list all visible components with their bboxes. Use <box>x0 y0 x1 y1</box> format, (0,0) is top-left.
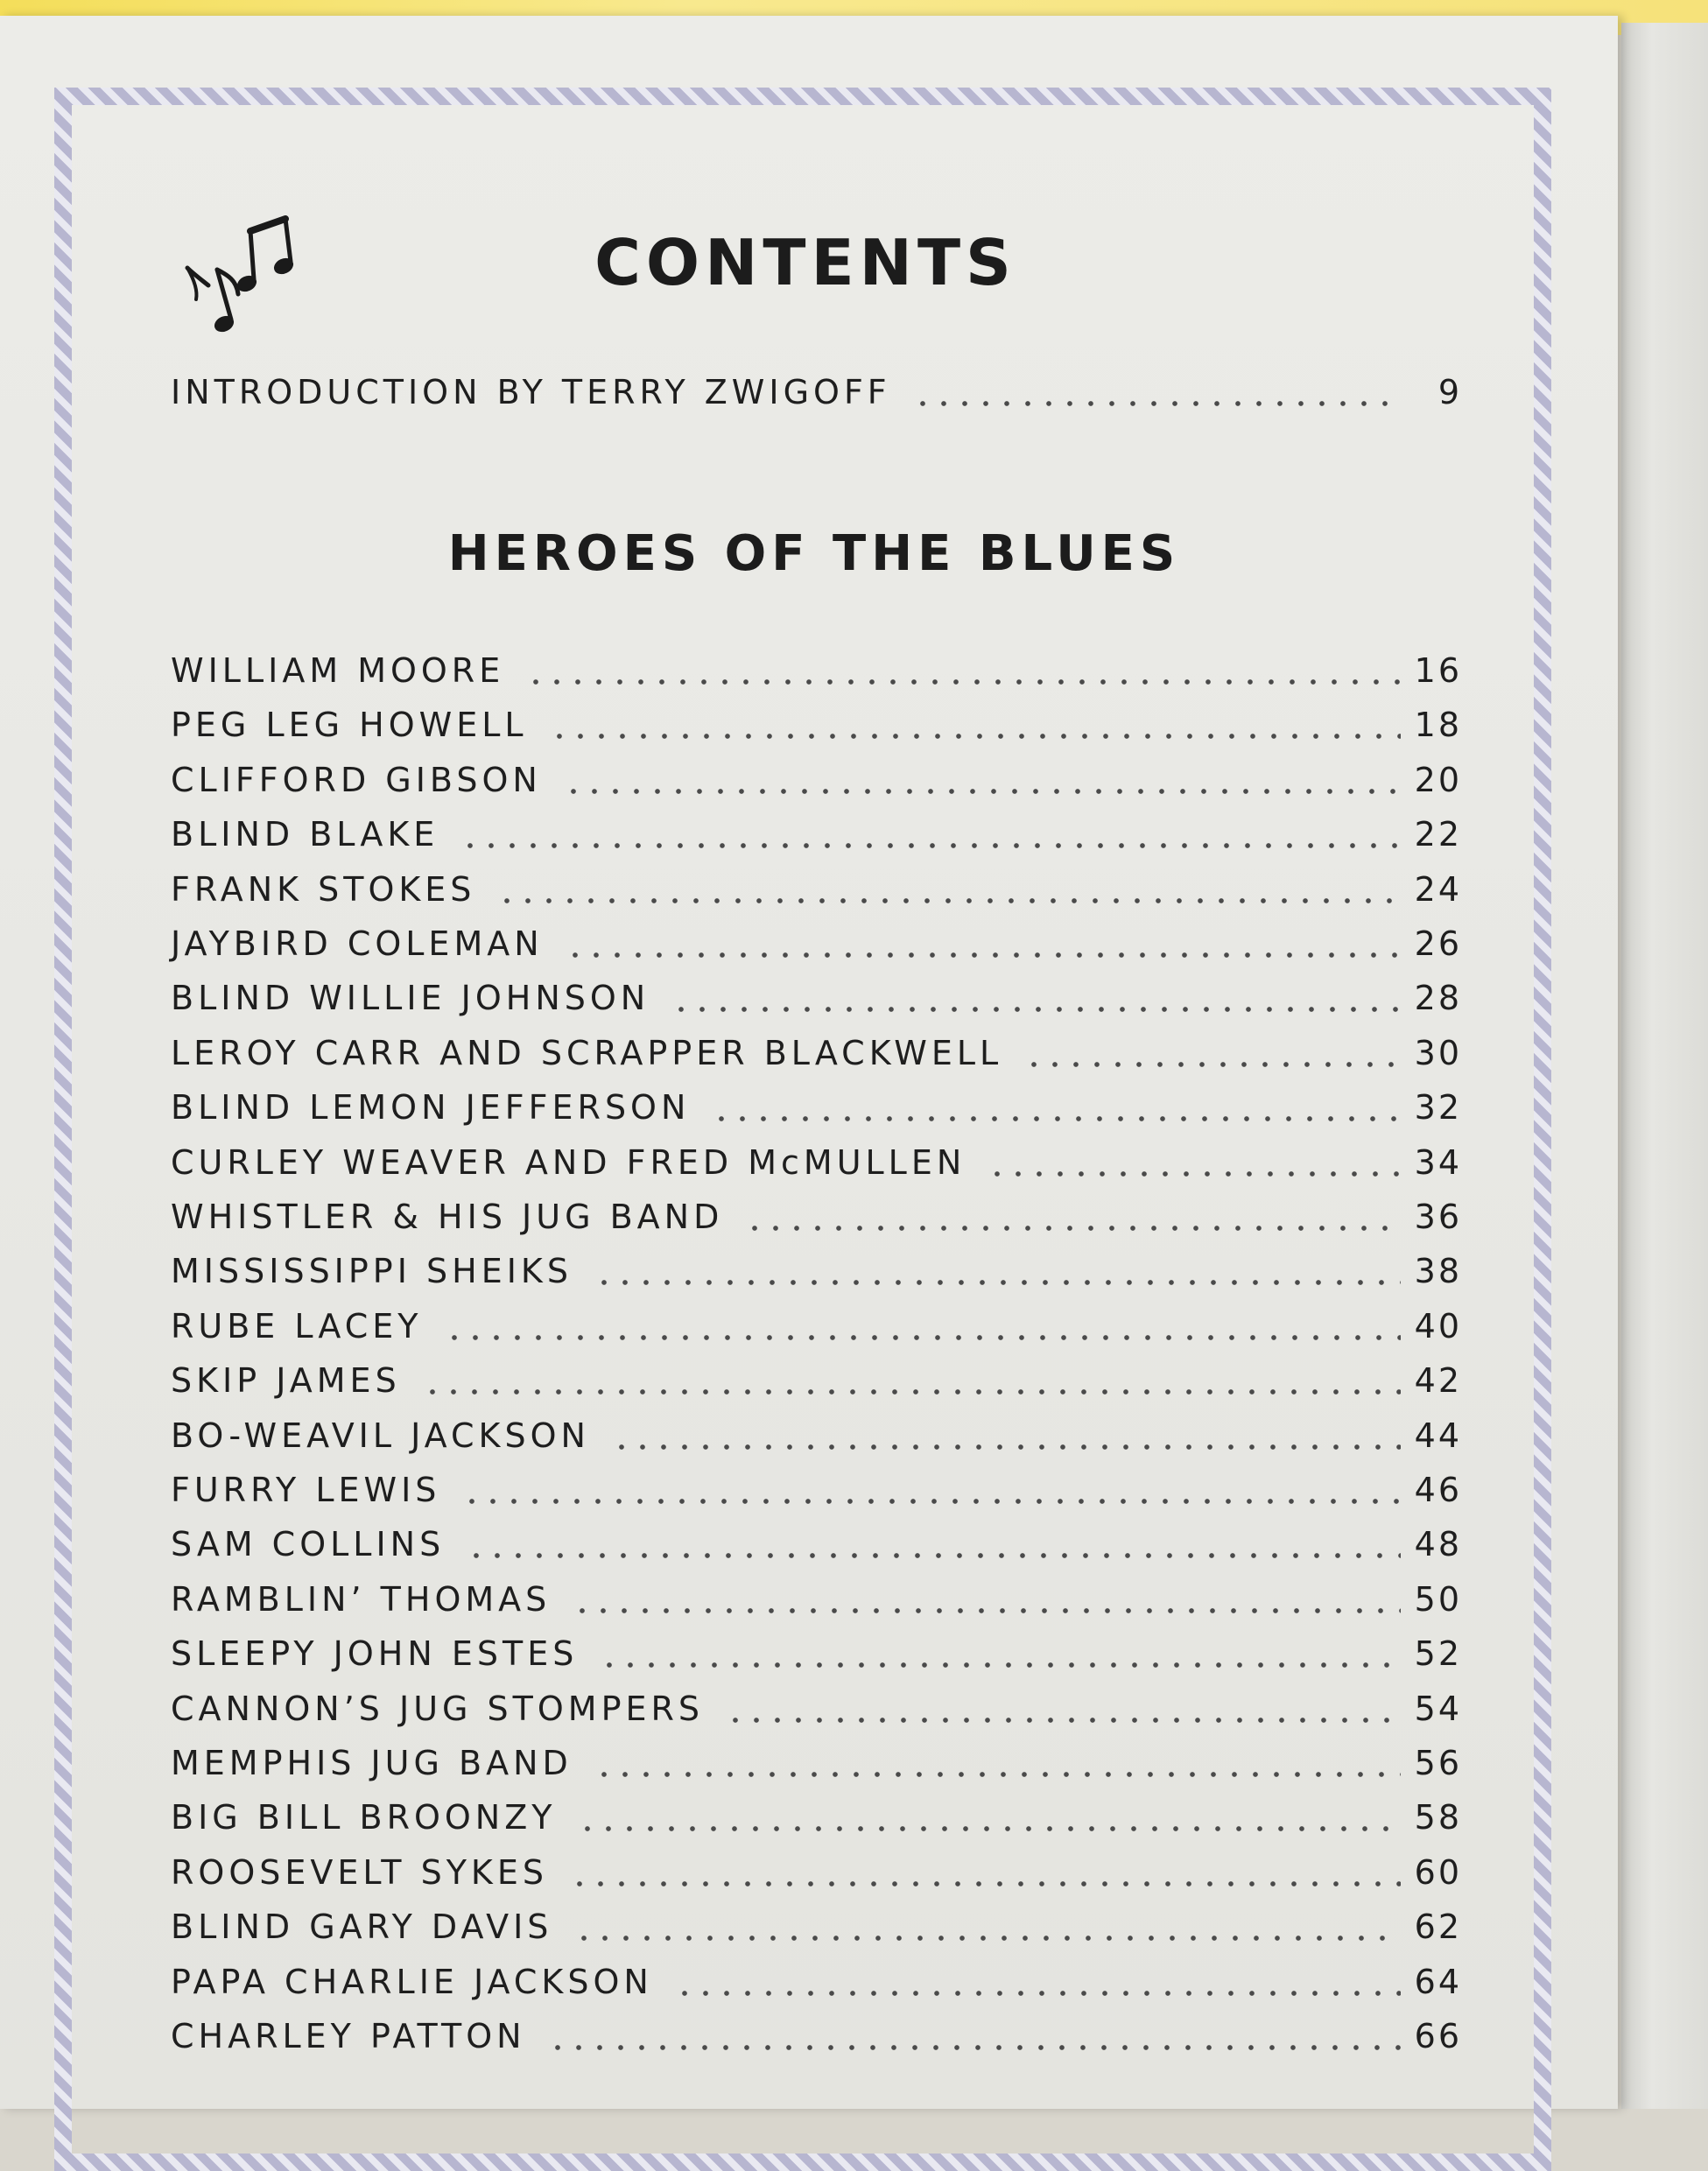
toc-entry-label: SLEEPY JOHN ESTES <box>171 1634 579 1673</box>
toc-page-number: 44 <box>1414 1416 1462 1455</box>
dot-leader <box>744 1224 1401 1233</box>
toc-entry-label: PAPA CHARLIE JACKSON <box>171 1963 653 2001</box>
dot-leader <box>460 841 1401 850</box>
toc-entry[interactable] <box>171 1908 1462 1948</box>
dot-leader <box>461 1497 1401 1506</box>
dot-leader <box>547 2043 1401 2052</box>
toc-entry-label: WILLIAM MOORE <box>171 651 505 690</box>
dot-leader <box>594 1770 1401 1779</box>
toc-entry[interactable] <box>171 1361 1462 1402</box>
toc-page-number: 50 <box>1414 1580 1462 1619</box>
toc-entry[interactable] <box>171 979 1462 1019</box>
toc-entry-label: BLIND GARY DAVIS <box>171 1908 553 1946</box>
dot-leader <box>577 1824 1401 1833</box>
dot-leader <box>563 787 1401 796</box>
toc-entry-label: ROOSEVELT SYKES <box>171 1853 548 1892</box>
dot-leader <box>572 1606 1401 1615</box>
toc-page-number: 30 <box>1414 1034 1462 1072</box>
toc-entry[interactable] <box>171 1416 1462 1457</box>
toc-entry-label: PEG LEG HOWELL <box>171 706 528 744</box>
toc-page-number: 9 <box>1437 373 1462 411</box>
toc-page-number: 56 <box>1414 1744 1462 1782</box>
toc-entry-label: SAM COLLINS <box>171 1525 446 1563</box>
toc-entry[interactable] <box>171 1690 1462 1730</box>
dot-leader <box>912 399 1401 408</box>
toc-entry[interactable] <box>171 1634 1462 1675</box>
toc-page-number: 54 <box>1414 1690 1462 1728</box>
toc-entry[interactable] <box>171 815 1462 855</box>
toc-page-number: 52 <box>1414 1634 1462 1673</box>
toc-page-number: 16 <box>1414 651 1462 690</box>
toc-entry-label: CLIFFORD GIBSON <box>171 761 542 799</box>
dot-leader <box>444 1333 1402 1342</box>
toc-entry-label: CURLEY WEAVER AND FRED McMULLEN <box>171 1143 966 1182</box>
dot-leader <box>549 732 1401 741</box>
toc-page-number: 66 <box>1414 2017 1462 2055</box>
toc-entry-label: JAYBIRD COLEMAN <box>171 924 544 963</box>
toc-entry-label: WHISTLER & HIS JUG BAND <box>171 1198 724 1236</box>
dot-leader <box>496 896 1401 905</box>
toc-entry[interactable] <box>171 651 1462 692</box>
toc-introduction[interactable] <box>171 373 1462 413</box>
toc-entry[interactable] <box>171 1198 1462 1238</box>
toc-page-number: 34 <box>1414 1143 1462 1182</box>
toc-page-number: 22 <box>1414 815 1462 854</box>
next-page-edge <box>1621 23 1708 2109</box>
toc-entry[interactable] <box>171 1853 1462 1893</box>
toc-entry[interactable] <box>171 1252 1462 1292</box>
dot-leader <box>611 1443 1401 1451</box>
toc-entry[interactable] <box>171 1307 1462 1347</box>
dot-leader <box>987 1170 1401 1178</box>
toc-entry-label: BLIND LEMON JEFFERSON <box>171 1088 691 1127</box>
dot-leader <box>671 1005 1401 1014</box>
toc-entry[interactable] <box>171 706 1462 746</box>
toc-entry-label: CHARLEY PATTON <box>171 2017 526 2055</box>
toc-entry[interactable] <box>171 1143 1462 1184</box>
toc-entry[interactable] <box>171 761 1462 801</box>
dot-leader <box>711 1114 1401 1123</box>
toc-entry-label: SKIP JAMES <box>171 1361 401 1400</box>
toc-entry-label: MISSISSIPPI SHEIKS <box>171 1252 573 1290</box>
dot-leader <box>422 1388 1401 1396</box>
toc-page-number: 36 <box>1414 1198 1462 1236</box>
contents-page <box>0 16 1618 2109</box>
toc-entry-label: RAMBLIN’ THOMAS <box>171 1580 552 1619</box>
toc-entry-label: FRANK STOKES <box>171 870 476 909</box>
toc-page-number: 62 <box>1414 1908 1462 1946</box>
dot-leader <box>573 1934 1401 1943</box>
toc-page-number: 48 <box>1414 1525 1462 1563</box>
toc-page-number: 58 <box>1414 1798 1462 1837</box>
toc-page-number: 18 <box>1414 706 1462 744</box>
toc-entry[interactable] <box>171 1798 1462 1838</box>
toc-page-number: 26 <box>1414 924 1462 963</box>
toc-page-number: 32 <box>1414 1088 1462 1127</box>
toc-entry[interactable] <box>171 1034 1462 1074</box>
toc-entry-label: MEMPHIS JUG BAND <box>171 1744 573 1782</box>
dot-leader <box>674 1989 1401 1998</box>
toc-entry-label: BLIND BLAKE <box>171 815 439 854</box>
page-title: CONTENTS <box>594 226 1016 299</box>
toc-page-number: 46 <box>1414 1471 1462 1509</box>
toc-page-number: 64 <box>1414 1963 1462 2001</box>
toc-entry-label: BLIND WILLIE JOHNSON <box>171 979 650 1017</box>
toc-entry-label: CANNON’S JUG STOMPERS <box>171 1690 705 1728</box>
dot-leader <box>525 678 1401 686</box>
toc-page-number: 28 <box>1414 979 1462 1017</box>
dot-leader <box>1023 1060 1401 1069</box>
toc-page-number: 24 <box>1414 870 1462 909</box>
toc-entry[interactable] <box>171 1088 1462 1128</box>
dot-leader <box>466 1551 1401 1560</box>
toc-page-number: 42 <box>1414 1361 1462 1400</box>
dot-leader <box>594 1278 1401 1287</box>
dot-leader <box>569 1879 1401 1888</box>
toc-entry[interactable] <box>171 1963 1462 2003</box>
toc-entry-label: BO-WEAVIL JACKSON <box>171 1416 590 1455</box>
section-heading: HEROES OF THE BLUES <box>447 525 1181 582</box>
toc-entry-label: LEROY CARR AND SCRAPPER BLACKWELL <box>171 1034 1003 1072</box>
toc-page-number: 20 <box>1414 761 1462 799</box>
toc-entry-label: FURRY LEWIS <box>171 1471 441 1509</box>
dot-leader <box>725 1716 1401 1725</box>
toc-entry-label: BIG BILL BROONZY <box>171 1798 557 1837</box>
toc-page-number: 40 <box>1414 1307 1462 1345</box>
toc-entry[interactable] <box>171 1525 1462 1565</box>
toc-page-number: 38 <box>1414 1252 1462 1290</box>
toc-entry[interactable] <box>171 924 1462 965</box>
toc-entry[interactable] <box>171 2017 1462 2057</box>
toc-page-number: 60 <box>1414 1853 1462 1892</box>
dot-leader <box>565 951 1401 959</box>
toc-entry[interactable] <box>171 1744 1462 1784</box>
toc-entry-label: INTRODUCTION BY TERRY ZWIGOFF <box>171 373 891 411</box>
toc-entry[interactable] <box>171 1471 1462 1511</box>
toc-entry[interactable] <box>171 1580 1462 1620</box>
toc-entry-label: RUBE LACEY <box>171 1307 423 1345</box>
toc-entry[interactable] <box>171 870 1462 910</box>
dot-leader <box>599 1661 1401 1669</box>
